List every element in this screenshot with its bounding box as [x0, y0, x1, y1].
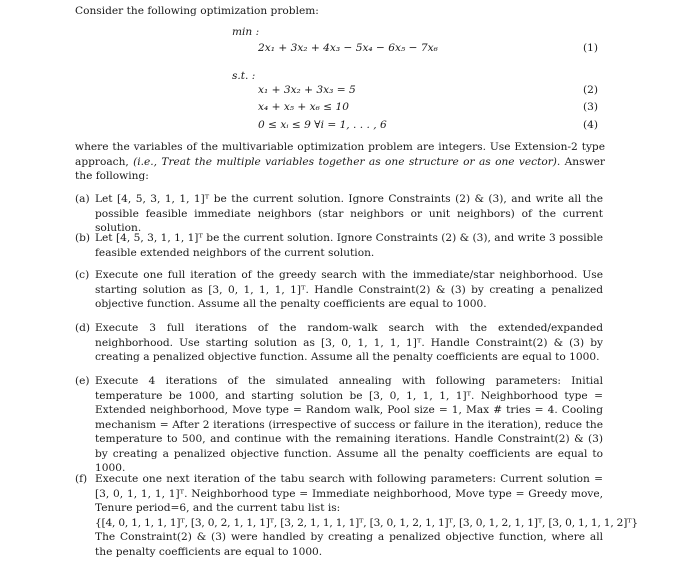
item-text: Execute one full iteration of the greedy search with the immediate/star neighborhood. Use starting solution as [3, 0, 1, 1, 1, 1]ᵀ. Handle Constraint(2) & (3) by creating a penalized objective function. Assume all the penalty coefficients are equal to 1000. [95, 269, 603, 310]
subject-to-label: s.t. : [232, 70, 256, 82]
question-item [75, 374, 603, 476]
item-body [95, 472, 638, 559]
min-label: min : [232, 26, 260, 38]
equation-number: (1) [583, 42, 599, 54]
constraint-expression: 0 ≤ xᵢ ≤ 9 ∀i = 1, . . . , 6 [258, 119, 387, 131]
constraint-expression: x₁ + 3x₂ + 3x₃ = 5 [258, 84, 356, 96]
item-label: (c) [75, 269, 90, 281]
item-label: (d) [75, 322, 91, 334]
item-label: (e) [75, 375, 90, 387]
item-label: (b) [75, 232, 91, 244]
question-item [75, 321, 603, 365]
tabu-list: {[4, 0, 1, 1, 1, 1]ᵀ, [3, 0, 2, 1, 1, 1]ᵀ, [3, 2, 1, 1, 1, 1]ᵀ, [3, 0, 1, 2, 1, 1]ᵀ, [3, 0, 1, 2, 1, 1]ᵀ, [3, 0, 1, 1, 1, 2]ᵀ} [95, 516, 638, 529]
description-emphasis: (i.e., Treat the multiple variables together as one structure or as one vector). [133, 155, 561, 168]
equation-number: (4) [583, 119, 599, 131]
item-text: Let [4, 5, 3, 1, 1, 1]ᵀ be the current solution. Ignore Constraints (2) & (3), and write all the possible feasible immediate neighbors (star neighbors or unit neighbors) of the current solution. [95, 193, 603, 234]
objective-expression: 2x₁ + 3x₂ + 4x₃ − 5x₄ − 6x₅ − 7x₆ [258, 42, 438, 54]
equation-row [0, 42, 700, 58]
item-text: Execute 4 iterations of the simulated annealing with following parameters: Initial temperature be 1000, and starting solution be [3, 0, 1, 1, 1, 1]ᵀ. Neighborhood type = Extended neighborhood, Move type = Random walk, Pool size = 1, Max # tries = 4. Cooling mechanism = After 2 iterations (irrespective of success or failure in the iteration), reduce the temperature to 500, and continue with the remaining iterations. Handle Constraint(2) & (3) by creating a penalized objective function. Assume all the penalty coefficients are equal to 1000. [95, 375, 603, 474]
item-label: (a) [75, 193, 90, 205]
question-item [75, 231, 603, 260]
description-text: Answer the following: [75, 155, 605, 182]
equation-number: (2) [583, 84, 599, 96]
question-item [75, 472, 638, 559]
intro-text: Consider the following optimization problem: [75, 5, 319, 17]
item-text: The Constraint(2) & (3) were handled by creating a penalized objective function, where all the penalty coefficients are equal to 1000. [95, 531, 603, 558]
item-label: (f) [75, 473, 88, 485]
item-text: Execute 3 full iterations of the random-walk search with the extended/expanded neighborhood. Use starting solution as [3, 0, 1, 1, 1, 1]ᵀ. Handle Constraint(2) & (3) by creating a penalized objective function. Assume all the penalty coefficients are equal to 1000. [95, 322, 603, 363]
description-text: where the variables of the multivariable optimization problem are integers. Use Extension-2 type approach, [75, 141, 605, 168]
item-text: Execute one next iteration of the tabu search with following parameters: Current solution = [3, 0, 1, 1, 1, 1]ᵀ. Neighborhood type = Immediate neighborhood, Move type = Greedy move, Tenure period=6, and the current tabu list is: [95, 473, 603, 514]
description-paragraph [75, 140, 605, 184]
equation-row [0, 101, 700, 117]
equation-number: (3) [583, 101, 599, 113]
question-item [75, 192, 603, 236]
question-item [75, 268, 603, 312]
constraint-expression: x₄ + x₅ + x₆ ≤ 10 [258, 101, 349, 113]
equation-row [0, 84, 700, 100]
equation-row [0, 119, 700, 135]
item-text: Let [4, 5, 3, 1, 1, 1]ᵀ be the current solution. Ignore Constraints (2) & (3), and write 3 possible feasible extended neighbors of the current solution. [95, 232, 603, 259]
